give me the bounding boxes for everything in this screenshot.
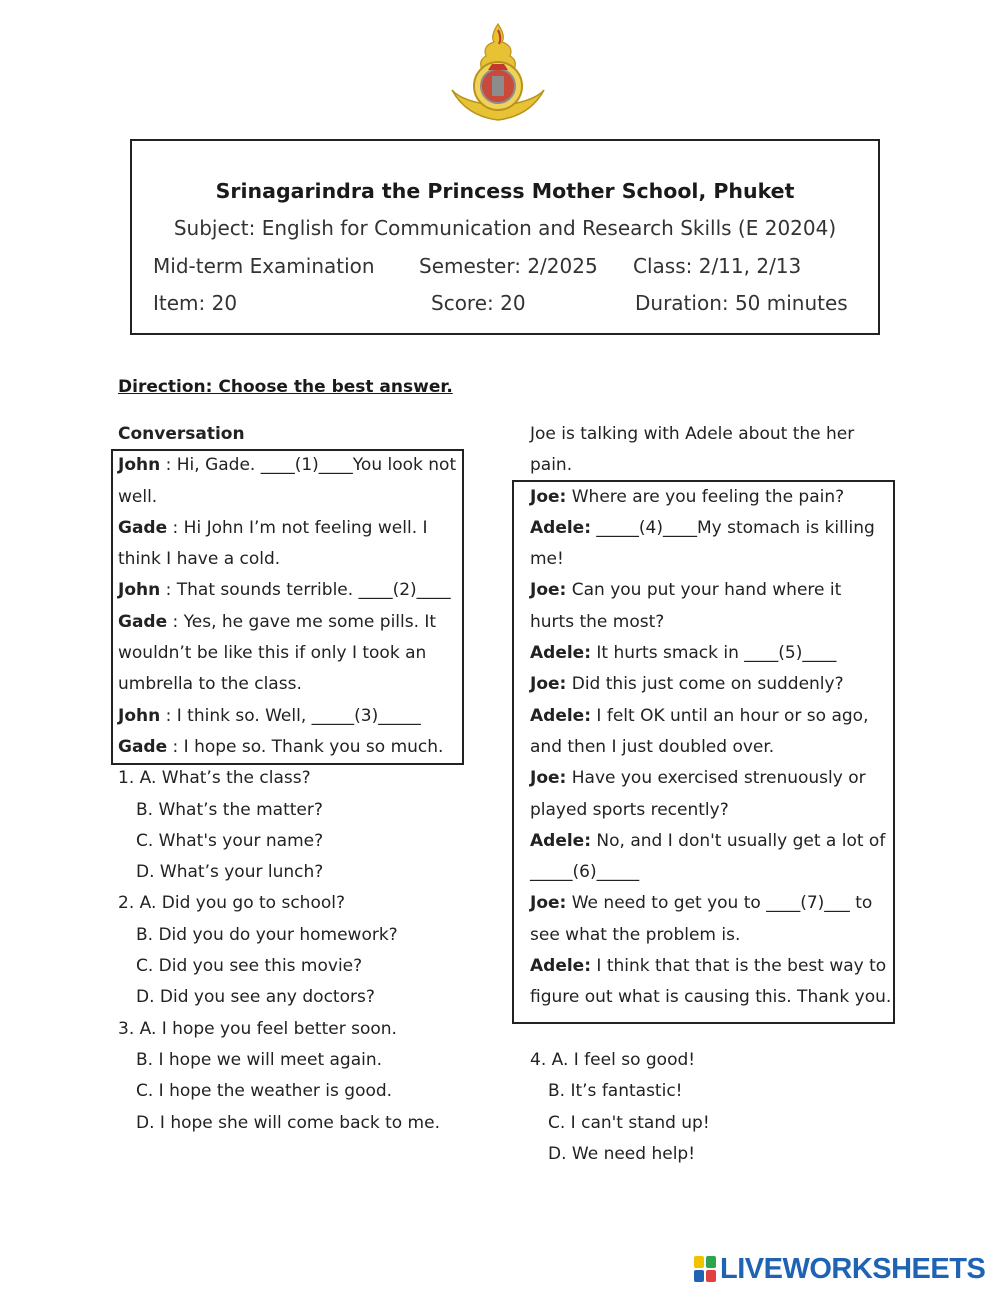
left-column	[118, 419, 468, 1139]
dialogue-line	[530, 857, 890, 888]
answer-option[interactable]: 1. A. What’s the class?	[118, 768, 311, 789]
speaker-name: Adele:	[530, 956, 592, 977]
exam-type: Mid-term Examination	[153, 254, 375, 278]
dialogue-text: : Hi John I’m not feeling well. I	[167, 517, 428, 538]
answer-option[interactable]: C. I hope the weather is good.	[136, 1081, 393, 1102]
speaker-name: Adele:	[530, 643, 592, 664]
answer-option[interactable]: D. We need help!	[548, 1143, 696, 1164]
item-count: Item: 20	[153, 291, 238, 315]
speaker-name: Joe:	[530, 893, 567, 914]
exam-header-box	[130, 139, 880, 335]
speaker-name: John	[118, 580, 161, 601]
dialogue-line	[530, 951, 890, 982]
answer-option[interactable]: D. What’s your lunch?	[136, 862, 324, 883]
speaker-name: Joe:	[530, 674, 567, 695]
dialogue-line	[530, 982, 890, 1013]
dialogue-text: umbrella to the class.	[118, 674, 302, 695]
right-questions	[530, 1045, 890, 1170]
speaker-name: Joe:	[530, 768, 567, 789]
dialogue-text: I felt OK until an hour or so ago,	[591, 705, 869, 726]
answer-option[interactable]: C. What's your name?	[136, 830, 324, 851]
duration: Duration: 50 minutes	[635, 291, 848, 315]
dialogue-text: We need to get you to ____(7)___ to	[566, 893, 873, 914]
dialogue-line	[530, 701, 890, 732]
left-dialogue	[118, 450, 468, 763]
answer-option[interactable]: D. Did you see any doctors?	[136, 987, 375, 1008]
dialogue-text: figure out what is causing this. Thank you.	[530, 987, 892, 1008]
dialogue-text: : I think so. Well, _____(3)_____	[160, 705, 421, 726]
speaker-name: Adele:	[530, 705, 592, 726]
dialogue-line	[118, 607, 468, 638]
speaker-name: John	[118, 455, 161, 476]
dialogue-line	[118, 669, 468, 700]
answer-option[interactable]: B. I hope we will meet again.	[136, 1049, 383, 1070]
speaker-name: Adele:	[530, 517, 592, 538]
dialogue-line	[530, 544, 890, 575]
dialogue-line	[530, 888, 890, 919]
liveworksheets-brand[interactable]	[694, 1251, 985, 1287]
dialogue-line	[530, 513, 890, 544]
dialogue-text: No, and I don't usually get a lot of	[591, 830, 886, 851]
dialogue-text: _____(6)_____	[530, 862, 640, 883]
school-name: Srinagarindra the Princess Mother School, Phuket	[215, 179, 795, 203]
speaker-name: Gade	[118, 517, 168, 538]
dialogue-text: and then I just doubled over.	[530, 736, 775, 757]
answer-option[interactable]: B. What’s the matter?	[136, 799, 323, 820]
dialogue-line	[530, 795, 890, 826]
speaker-name: John	[118, 705, 161, 726]
answer-option[interactable]: 2. A. Did you go to school?	[118, 893, 346, 914]
dialogue-line	[530, 669, 890, 700]
speaker-name: Joe:	[530, 486, 567, 507]
dialogue-line	[118, 701, 468, 732]
dialogue-text: Can you put your hand where it	[566, 580, 842, 601]
answer-option[interactable]: 4. A. I feel so good!	[530, 1049, 696, 1070]
right-dialogue	[530, 482, 890, 1014]
dialogue-line	[118, 575, 468, 606]
speaker-name: Joe:	[530, 580, 567, 601]
dialogue-text: : Yes, he gave me some pills. It	[167, 611, 437, 632]
dialogue-text: : I hope so. Thank you so much.	[167, 736, 444, 757]
speaker-name: Gade	[118, 736, 168, 757]
dialogue-text: see what the problem is.	[530, 924, 741, 945]
right-intro	[530, 419, 890, 482]
intro-line: pain.	[530, 455, 573, 476]
dialogue-text: Did this just come on suddenly?	[566, 674, 844, 695]
dialogue-line	[118, 513, 468, 544]
dialogue-line	[118, 450, 468, 481]
dialogue-text: Where are you feeling the pain?	[566, 486, 845, 507]
semester: Semester: 2/2025	[419, 254, 598, 278]
dialogue-text: Have you exercised strenuously or	[566, 768, 866, 789]
direction-text: Direction: Choose the best answer.	[118, 377, 453, 397]
brand-text: LIVEWORKSHEETS	[720, 1252, 986, 1285]
answer-option[interactable]: D. I hope she will come back to me.	[136, 1112, 440, 1133]
dialogue-line	[530, 638, 890, 669]
subject-title: Subject: English for Communication and Research Skills (E 20204)	[173, 216, 837, 240]
speaker-name: Gade	[118, 611, 168, 632]
class-info: Class: 2/11, 2/13	[633, 254, 802, 278]
answer-option[interactable]: C. I can't stand up!	[548, 1112, 710, 1133]
right-column	[530, 419, 890, 1170]
dialogue-text: think I have a cold.	[118, 549, 281, 570]
dialogue-text: wouldn’t be like this if only I took an	[118, 643, 427, 664]
dialogue-line	[530, 763, 890, 794]
dialogue-line	[530, 732, 890, 763]
dialogue-line	[118, 482, 468, 513]
dialogue-text: me!	[530, 549, 564, 570]
answer-option[interactable]: 3. A. I hope you feel better soon.	[118, 1018, 397, 1039]
dialogue-text: hurts the most?	[530, 611, 665, 632]
dialogue-line	[530, 607, 890, 638]
intro-line: Joe is talking with Adele about the her	[530, 424, 855, 444]
dialogue-line	[530, 920, 890, 951]
answer-option[interactable]: B. Did you do your homework?	[136, 924, 398, 945]
dialogue-line	[118, 732, 468, 763]
school-crest-icon	[444, 20, 552, 128]
dialogue-line	[530, 826, 890, 857]
answer-option[interactable]: B. It’s fantastic!	[548, 1081, 683, 1102]
dialogue-text: I think that that is the best way to	[591, 956, 887, 977]
liveworksheets-logo-icon	[694, 1256, 716, 1282]
left-questions	[118, 763, 468, 1139]
speaker-name: Adele:	[530, 830, 592, 851]
conversation-heading: Conversation	[118, 424, 245, 444]
dialogue-text: _____(4)____My stomach is killing	[591, 517, 875, 538]
score-total: Score: 20	[431, 291, 526, 315]
dialogue-text: : That sounds terrible. ____(2)____	[160, 580, 451, 601]
dialogue-line	[118, 544, 468, 575]
dialogue-line	[530, 482, 890, 513]
dialogue-text: It hurts smack in ____(5)____	[591, 643, 837, 664]
answer-option[interactable]: C. Did you see this movie?	[136, 956, 363, 977]
dialogue-text: well.	[118, 486, 158, 507]
dialogue-line	[530, 575, 890, 606]
dialogue-text: played sports recently?	[530, 799, 729, 820]
dialogue-line	[118, 638, 468, 669]
dialogue-text: : Hi, Gade. ____(1)____You look not	[160, 455, 457, 476]
